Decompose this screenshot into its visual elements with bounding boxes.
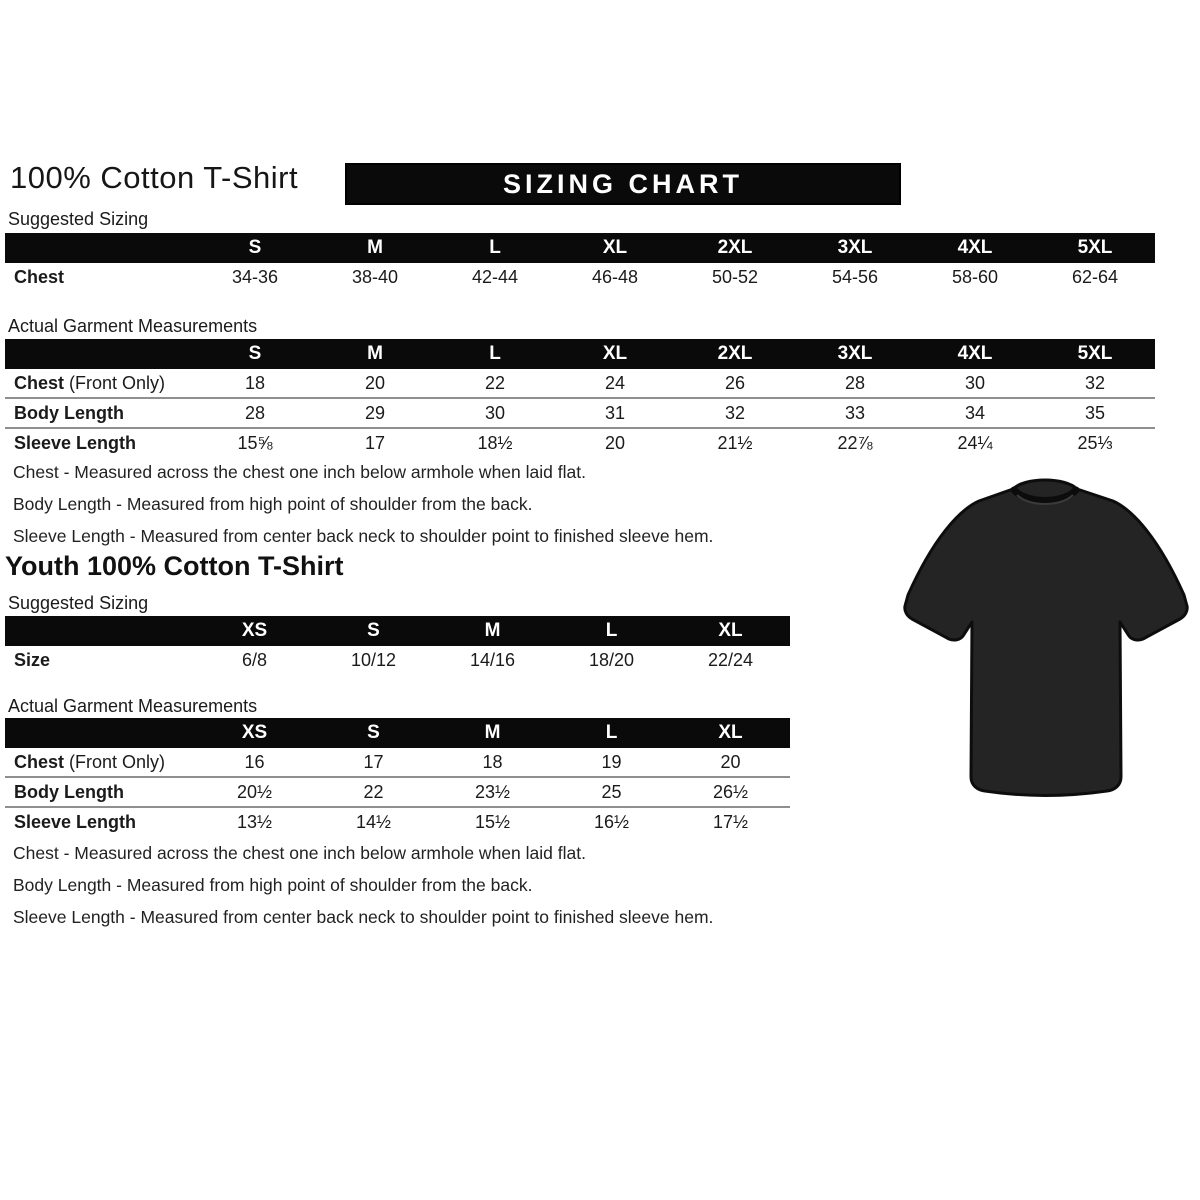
youth-suggested-table: [5, 616, 790, 674]
youth-measurements-table: [5, 718, 790, 836]
column-header-4xl: 4XL: [957, 237, 993, 258]
value-cell: 22⅞: [837, 432, 873, 453]
value-cell: 16½: [593, 811, 630, 832]
column-header-s: S: [248, 343, 262, 364]
value-cell: 38-40: [351, 266, 399, 287]
value-cell: 30: [484, 402, 506, 423]
measurement-note-line: Sleeve Length - Measured from center back neck to shoulder point to finished sleeve hem.: [13, 907, 714, 927]
value-cell: 24¼: [957, 432, 993, 453]
row-label: Sleeve Length: [14, 811, 137, 832]
row-label: Sleeve Length: [14, 432, 137, 453]
value-cell: 25⅓: [1077, 432, 1113, 453]
table-header-row: [5, 233, 1155, 263]
table-row-chest: [5, 263, 1155, 291]
value-cell: 18: [244, 372, 266, 393]
table-row-sleeve-length: [5, 427, 1155, 457]
value-cell: 58-60: [951, 266, 999, 287]
measurement-note-line: Chest - Measured across the chest one inch below armhole when laid flat.: [13, 843, 586, 863]
tshirt-body: [905, 480, 1187, 796]
value-cell: 18½: [477, 432, 513, 453]
column-header-l: L: [605, 722, 618, 743]
value-cell: 24: [604, 372, 626, 393]
value-cell: 25: [601, 781, 622, 802]
table-row-sleeve-length: [5, 806, 790, 836]
value-cell: 22: [363, 781, 384, 802]
sizing-chart-banner: [345, 163, 901, 205]
row-label: Chest (Front Only): [14, 372, 166, 393]
value-cell: 13½: [236, 811, 273, 832]
measurement-note-line: Body Length - Measured from high point of shoulder from the back.: [13, 875, 533, 895]
value-cell: 18: [482, 751, 503, 772]
column-header-4xl: 4XL: [957, 343, 993, 364]
value-cell: 28: [844, 372, 866, 393]
column-header-m: M: [484, 620, 501, 641]
value-cell: 17: [364, 432, 386, 453]
value-cell: 16: [244, 751, 265, 772]
column-header-m: M: [367, 237, 383, 258]
row-label: Chest (Front Only): [14, 751, 166, 772]
value-cell: 50-52: [711, 266, 759, 287]
value-cell: 26: [724, 372, 746, 393]
value-cell: 26½: [712, 781, 749, 802]
value-cell: 15⅝: [237, 432, 273, 453]
value-cell: 22: [484, 372, 506, 393]
value-cell: 15½: [474, 811, 511, 832]
table-row-body-length: [5, 776, 790, 806]
column-header-3xl: 3XL: [837, 343, 873, 364]
column-header-xl: XL: [718, 722, 743, 743]
value-cell: 31: [604, 402, 626, 423]
table-row-chest: [5, 369, 1155, 397]
table-header-row: [5, 339, 1155, 369]
column-header-5xl: 5XL: [1077, 343, 1113, 364]
black-tshirt-photo: [893, 465, 1198, 818]
value-cell: 54-56: [831, 266, 879, 287]
value-cell: 6/8: [241, 649, 268, 670]
value-cell: 28: [244, 402, 266, 423]
value-cell: 14/16: [469, 649, 516, 670]
adult-suggested-table: [5, 233, 1155, 291]
value-cell: 62-64: [1071, 266, 1119, 287]
value-cell: 23½: [474, 781, 511, 802]
adult-suggested-heading: Suggested Sizing: [8, 209, 149, 229]
adult-measurements-heading: Actual Garment Measurements: [8, 316, 258, 336]
row-label: Body Length: [14, 402, 124, 423]
column-header-l: L: [489, 343, 501, 364]
value-cell: 46-48: [591, 266, 639, 287]
adult-measurements-table: [5, 339, 1155, 457]
value-cell: 14½: [355, 811, 392, 832]
column-header-l: L: [489, 237, 501, 258]
column-header-3xl: 3XL: [837, 237, 873, 258]
measurement-note-line: Sleeve Length - Measured from center back neck to shoulder point to finished sleeve hem.: [13, 526, 714, 546]
table-header-row: [5, 718, 790, 748]
youth-section-title: Youth 100% Cotton T-Shirt: [5, 551, 344, 581]
youth-measurements-heading: Actual Garment Measurements: [8, 696, 258, 716]
column-header-5xl: 5XL: [1077, 237, 1113, 258]
table-row-size: [5, 646, 790, 674]
table-row-chest: [5, 748, 790, 776]
column-header-m: M: [367, 343, 383, 364]
adult-measurement-notes: [13, 462, 713, 558]
value-cell: 42-44: [471, 266, 519, 287]
row-label: Body Length: [14, 781, 124, 802]
column-header-xs: XS: [241, 722, 268, 743]
value-cell: 18/20: [588, 649, 635, 670]
youth-measurement-notes: [13, 843, 713, 939]
value-cell: 34: [964, 402, 986, 423]
column-header-m: M: [484, 722, 501, 743]
value-cell: 20½: [236, 781, 273, 802]
value-cell: 21½: [717, 432, 753, 453]
value-cell: 17½: [712, 811, 749, 832]
value-cell: 35: [1084, 402, 1106, 423]
sizing-chart-banner-label: SIZING CHART: [503, 168, 743, 199]
value-cell: 34-36: [231, 266, 279, 287]
value-cell: 19: [601, 751, 622, 772]
table-row-body-length: [5, 397, 1155, 427]
value-cell: 29: [364, 402, 386, 423]
value-cell: 32: [724, 402, 746, 423]
column-header-s: S: [248, 237, 262, 258]
value-cell: 20: [720, 751, 741, 772]
youth-suggested-heading: Suggested Sizing: [8, 593, 149, 613]
column-header-xl: XL: [602, 237, 628, 258]
column-header-xs: XS: [241, 620, 268, 641]
column-header-2xl: 2XL: [717, 237, 753, 258]
measurement-note-line: Body Length - Measured from high point of shoulder from the back.: [13, 494, 533, 514]
table-header-row: [5, 616, 790, 646]
row-label: Chest: [14, 266, 65, 287]
value-cell: 22/24: [707, 649, 754, 670]
column-header-xl: XL: [602, 343, 628, 364]
value-cell: 10/12: [350, 649, 397, 670]
value-cell: 17: [363, 751, 384, 772]
column-header-xl: XL: [718, 620, 743, 641]
measurement-note-line: Chest - Measured across the chest one inch below armhole when laid flat.: [13, 462, 586, 482]
row-label: Size: [14, 649, 51, 670]
column-header-2xl: 2XL: [717, 343, 753, 364]
tshirt-image: [893, 465, 1198, 813]
column-header-l: L: [605, 620, 618, 641]
value-cell: 20: [364, 372, 386, 393]
column-header-s: S: [367, 620, 380, 641]
adult-section-title: 100% Cotton T-Shirt: [10, 160, 299, 195]
column-header-s: S: [367, 722, 380, 743]
value-cell: 32: [1084, 372, 1106, 393]
value-cell: 33: [844, 402, 866, 423]
value-cell: 20: [604, 432, 626, 453]
value-cell: 30: [964, 372, 986, 393]
